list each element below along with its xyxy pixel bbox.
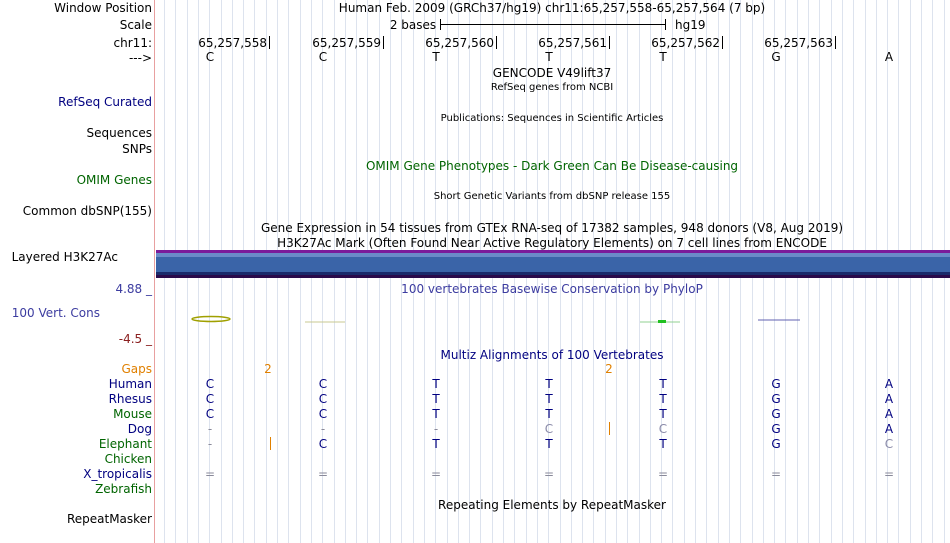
- gtex-track-title[interactable]: Gene Expression in 54 tissues from GTEx RNA-seq of 17382 samples, 948 donors (V8, Aug 2019): [260, 221, 844, 235]
- alignment-base: =: [317, 467, 329, 481]
- alignment-base: -: [320, 422, 326, 436]
- strand-label[interactable]: --->: [128, 51, 152, 65]
- scale-label: Scale: [119, 18, 152, 32]
- alignment-base: T: [659, 407, 667, 421]
- phylop-mark-4: [658, 320, 666, 323]
- alignment-base: C: [205, 407, 215, 421]
- alignment-base: T: [545, 437, 553, 451]
- alignment-base: A: [884, 422, 894, 436]
- alignment-base: =: [770, 467, 782, 481]
- species-label-rhesus[interactable]: Rhesus: [108, 392, 152, 406]
- base-letter: T: [659, 50, 667, 64]
- alignment-base: A: [884, 407, 894, 421]
- phylop-max-label: 4.88 _: [115, 282, 152, 296]
- alignment-base: C: [544, 422, 554, 436]
- scale-db-label: hg19: [675, 18, 706, 32]
- base-letter: C: [318, 50, 328, 64]
- dog-insertion-marker: [609, 422, 610, 435]
- gaps-label[interactable]: Gaps: [121, 362, 152, 376]
- scale-bases-text: 2 bases: [389, 18, 437, 32]
- alignment-base: C: [205, 392, 215, 406]
- dbsnp-track-title[interactable]: Short Genetic Variants from dbSNP release 155: [433, 191, 671, 202]
- gap-count-2: 2: [605, 362, 613, 376]
- base-letter: T: [432, 50, 440, 64]
- h3k27ac-track-title[interactable]: H3K27Ac Mark (Often Found Near Active Regulatory Elements) on 7 cell lines from ENCODE: [277, 236, 827, 250]
- layered-h3k27ac-label[interactable]: Layered H3K27Ac: [11, 250, 118, 264]
- alignment-base: =: [657, 467, 669, 481]
- species-label-chicken[interactable]: Chicken: [104, 452, 152, 466]
- alignment-base: T: [545, 407, 553, 421]
- alignment-base: T: [659, 392, 667, 406]
- alignment-base: G: [771, 437, 781, 451]
- coordinate-label: 65,257,560: [425, 36, 494, 50]
- vert-cons-label[interactable]: 100 Vert. Cons: [11, 306, 100, 320]
- coordinate-label: 65,257,563: [764, 36, 833, 50]
- alignment-base: T: [432, 407, 440, 421]
- alignment-base: G: [771, 407, 781, 421]
- alignment-base: T: [545, 392, 553, 406]
- species-label-mouse[interactable]: Mouse: [113, 407, 152, 421]
- coordinate-label: 65,257,561: [538, 36, 607, 50]
- species-label-human[interactable]: Human: [108, 377, 152, 391]
- alignment-base: G: [771, 422, 781, 436]
- window-position-value: Human Feb. 2009 (GRCh37/hg19) chr11:65,257,558-65,257,564 (7 bp): [338, 1, 766, 15]
- alignment-base: C: [884, 437, 894, 451]
- alignment-base: -: [433, 422, 439, 436]
- species-label-elephant[interactable]: Elephant: [98, 437, 152, 451]
- alignment-base: -: [207, 437, 213, 451]
- alignment-base: T: [432, 437, 440, 451]
- species-label-x_tropicalis[interactable]: X_tropicalis: [83, 467, 152, 481]
- alignment-base: C: [318, 407, 328, 421]
- alignment-base: A: [884, 392, 894, 406]
- coordinate-label: 65,257,558: [198, 36, 267, 50]
- alignment-base: G: [771, 392, 781, 406]
- alignment-base: G: [771, 377, 781, 391]
- alignment-base: T: [545, 377, 553, 391]
- multiz-track-title[interactable]: Multiz Alignments of 100 Vertebrates: [440, 348, 664, 362]
- coordinate-label: 65,257,559: [312, 36, 381, 50]
- common-dbsnp-label[interactable]: Common dbSNP(155): [22, 204, 152, 218]
- alignment-base: C: [318, 392, 328, 406]
- alignment-base: C: [318, 437, 328, 451]
- species-label-dog[interactable]: Dog: [127, 422, 152, 436]
- phylop-mark-1: [192, 317, 230, 322]
- alignment-base: A: [884, 377, 894, 391]
- repeatmasker-label[interactable]: RepeatMasker: [66, 512, 152, 526]
- base-letter: A: [884, 50, 894, 64]
- alignment-base: T: [432, 392, 440, 406]
- base-letter: C: [205, 50, 215, 64]
- snps-label[interactable]: SNPs: [122, 142, 152, 156]
- refseq-track-title[interactable]: RefSeq genes from NCBI: [490, 82, 614, 93]
- coordinate-label: 65,257,562: [651, 36, 720, 50]
- alignment-base: T: [432, 377, 440, 391]
- window-position-label: Window Position: [54, 1, 152, 15]
- alignment-base: =: [430, 467, 442, 481]
- alignment-base: =: [204, 467, 216, 481]
- repeatmasker-track-title[interactable]: Repeating Elements by RepeatMasker: [438, 498, 666, 512]
- publications-track-title[interactable]: Publications: Sequences in Scientific Articles: [440, 113, 664, 124]
- chrom-label: chr11:: [113, 36, 152, 50]
- omim-genes-label[interactable]: OMIM Genes: [76, 173, 152, 187]
- gencode-track-title[interactable]: GENCODE V49lift37: [492, 66, 612, 80]
- alignment-base: -: [207, 422, 213, 436]
- species-label-zebrafish[interactable]: Zebrafish: [95, 482, 152, 496]
- alignment-base: C: [205, 377, 215, 391]
- alignment-base: =: [883, 467, 895, 481]
- phylop-track-title[interactable]: 100 vertebrates Basewise Conservation by PhyloP: [401, 282, 703, 296]
- base-letter: G: [771, 50, 781, 64]
- alignment-base: T: [659, 437, 667, 451]
- alignment-base: T: [659, 377, 667, 391]
- alignment-base: C: [658, 422, 668, 436]
- gap-count-1: 2: [264, 362, 272, 376]
- sequences-label[interactable]: Sequences: [86, 126, 152, 140]
- alignment-base: C: [318, 377, 328, 391]
- phylop-min-label: -4.5 _: [118, 332, 152, 346]
- omim-track-title[interactable]: OMIM Gene Phenotypes - Dark Green Can Be Disease-causing: [365, 159, 739, 173]
- elephant-insertion-marker: [270, 437, 271, 450]
- alignment-base: =: [543, 467, 555, 481]
- refseq-curated-label[interactable]: RefSeq Curated: [58, 95, 152, 109]
- base-letter: T: [545, 50, 553, 64]
